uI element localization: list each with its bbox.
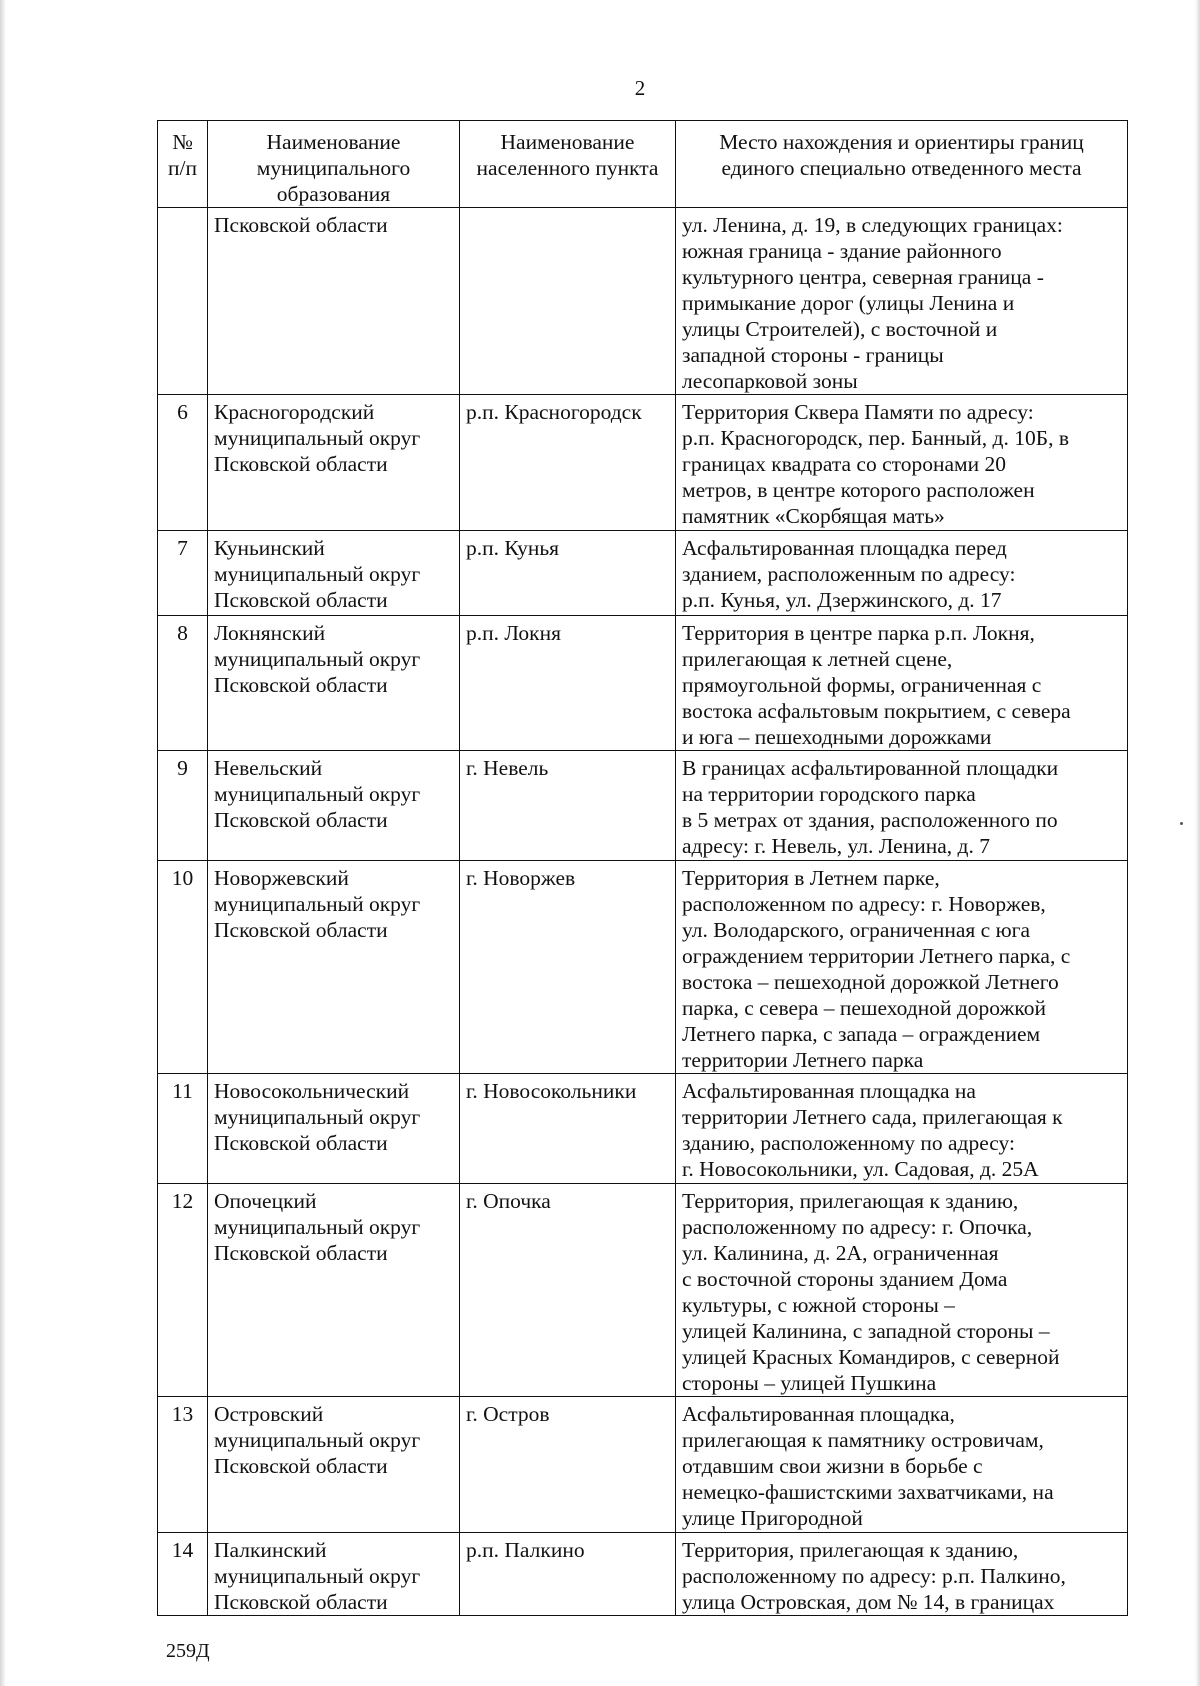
header-municipality: Наименование муниципального образования (208, 121, 460, 208)
row-settlement: г. Новосокольники (460, 1074, 676, 1184)
scan-edge-left (0, 0, 6, 1686)
table-row (158, 208, 1128, 395)
table-row (158, 616, 1128, 751)
table-row (158, 395, 1128, 531)
row-location: В границах асфальтированной площадки на территории городского парка в 5 метрах от здания, расположенного по адресу: г. Невель, ул. Ленина, д. 7 (676, 751, 1128, 861)
header-number: № п/п (158, 121, 208, 208)
row-settlement: р.п. Красногородск (460, 395, 676, 531)
row-municipality: Локнянский муниципальный округ Псковской области (208, 616, 460, 751)
row-settlement: р.п. Локня (460, 616, 676, 751)
row-number (158, 208, 208, 395)
table-row (158, 1074, 1128, 1184)
row-municipality: Новоржевский муниципальный округ Псковской области (208, 861, 460, 1074)
table-row (158, 1533, 1128, 1616)
row-location: Асфальтированная площадка перед зданием, расположенным по адресу: р.п. Кунья, ул. Дзержинского, д. 17 (676, 531, 1128, 616)
row-municipality: Новосокольнический муниципальный округ Псковской области (208, 1074, 460, 1184)
row-location: ул. Ленина, д. 19, в следующих границах: южная граница - здание районного культурного центра, северная граница - примыкание дорог (улицы Ленина и улицы Строителей), с восточной и западной стороны - границы лесопарковой зоны (676, 208, 1128, 395)
row-number: 10 (158, 861, 208, 1074)
row-settlement: г. Новоржев (460, 861, 676, 1074)
row-location: Асфальтированная площадка на территории Летнего сада, прилегающая к зданию, расположенному по адресу: г. Новосокольники, ул. Садовая, д. 25А (676, 1074, 1128, 1184)
row-settlement: г. Невель (460, 751, 676, 861)
row-municipality: Палкинский муниципальный округ Псковской области (208, 1533, 460, 1616)
table-header-row (158, 121, 1128, 208)
row-number: 7 (158, 531, 208, 616)
row-location: Асфальтированная площадка, прилегающая к памятнику островичам, отдавшим свои жизни в борьбе с немецко-фашистскими захватчиками, на улице Пригородной (676, 1397, 1128, 1533)
row-number: 13 (158, 1397, 208, 1533)
row-municipality: Опочецкий муниципальный округ Псковской области (208, 1184, 460, 1397)
table-row (158, 861, 1128, 1074)
row-location: Территория в Летнем парке, расположенном по адресу: г. Новоржев, ул. Володарского, ограниченная с юга ограждением территории Летнего парка, с востока – пешеходной дорожкой Летнего парка, с севера – пешеходной дорожкой Летнего парка, с запада – ограждением территории Летнего парка (676, 861, 1128, 1074)
scan-edge-right (1195, 0, 1200, 1686)
header-location: Место нахождения и ориентиры границ единого специально отведенного места (676, 121, 1128, 208)
row-location: Территория, прилегающая к зданию, расположенному по адресу: р.п. Палкино, улица Островская, дом № 14, в границах (676, 1533, 1128, 1616)
row-number: 8 (158, 616, 208, 751)
row-location: Территория Сквера Памяти по адресу: р.п. Красногородск, пер. Банный, д. 10Б, в границах квадрата со сторонами 20 метров, в центре которого расположен памятник «Скорбящая мать» (676, 395, 1128, 531)
table-row (158, 1397, 1128, 1533)
row-municipality: Куньинский муниципальный округ Псковской области (208, 531, 460, 616)
row-number: 6 (158, 395, 208, 531)
row-location: Территория в центре парка р.п. Локня, прилегающая к летней сцене, прямоугольной формы, ограниченная с востока асфальтовым покрытием, с севера и юга – пешеходными дорожками (676, 616, 1128, 751)
row-location: Территория, прилегающая к зданию, расположенному по адресу: г. Опочка, ул. Калинина, д. 2А, ограниченная с восточной стороны зданием Дома культуры, с южной стороны – улицей Калинина, с западной стороны – улицей Красных Командиров, с северной стороны – улицей Пушкина (676, 1184, 1128, 1397)
row-number: 9 (158, 751, 208, 861)
table-row (158, 531, 1128, 616)
locations-table (157, 120, 1128, 1616)
table-row (158, 751, 1128, 861)
document-code: 259Д (166, 1640, 210, 1662)
row-municipality: Невельский муниципальный округ Псковской области (208, 751, 460, 861)
row-settlement: р.п. Кунья (460, 531, 676, 616)
row-settlement: г. Остров (460, 1397, 676, 1533)
row-number: 12 (158, 1184, 208, 1397)
table-row (158, 1184, 1128, 1397)
row-number: 11 (158, 1074, 208, 1184)
scan-speck (1180, 822, 1183, 825)
row-settlement: р.п. Палкино (460, 1533, 676, 1616)
row-settlement (460, 208, 676, 395)
page-number: 2 (634, 76, 646, 100)
row-municipality: Красногородский муниципальный округ Псковской области (208, 395, 460, 531)
row-number: 14 (158, 1533, 208, 1616)
row-settlement: г. Опочка (460, 1184, 676, 1397)
row-municipality: Островский муниципальный округ Псковской области (208, 1397, 460, 1533)
header-settlement: Наименование населенного пункта (460, 121, 676, 208)
row-municipality: Псковской области (208, 208, 460, 395)
